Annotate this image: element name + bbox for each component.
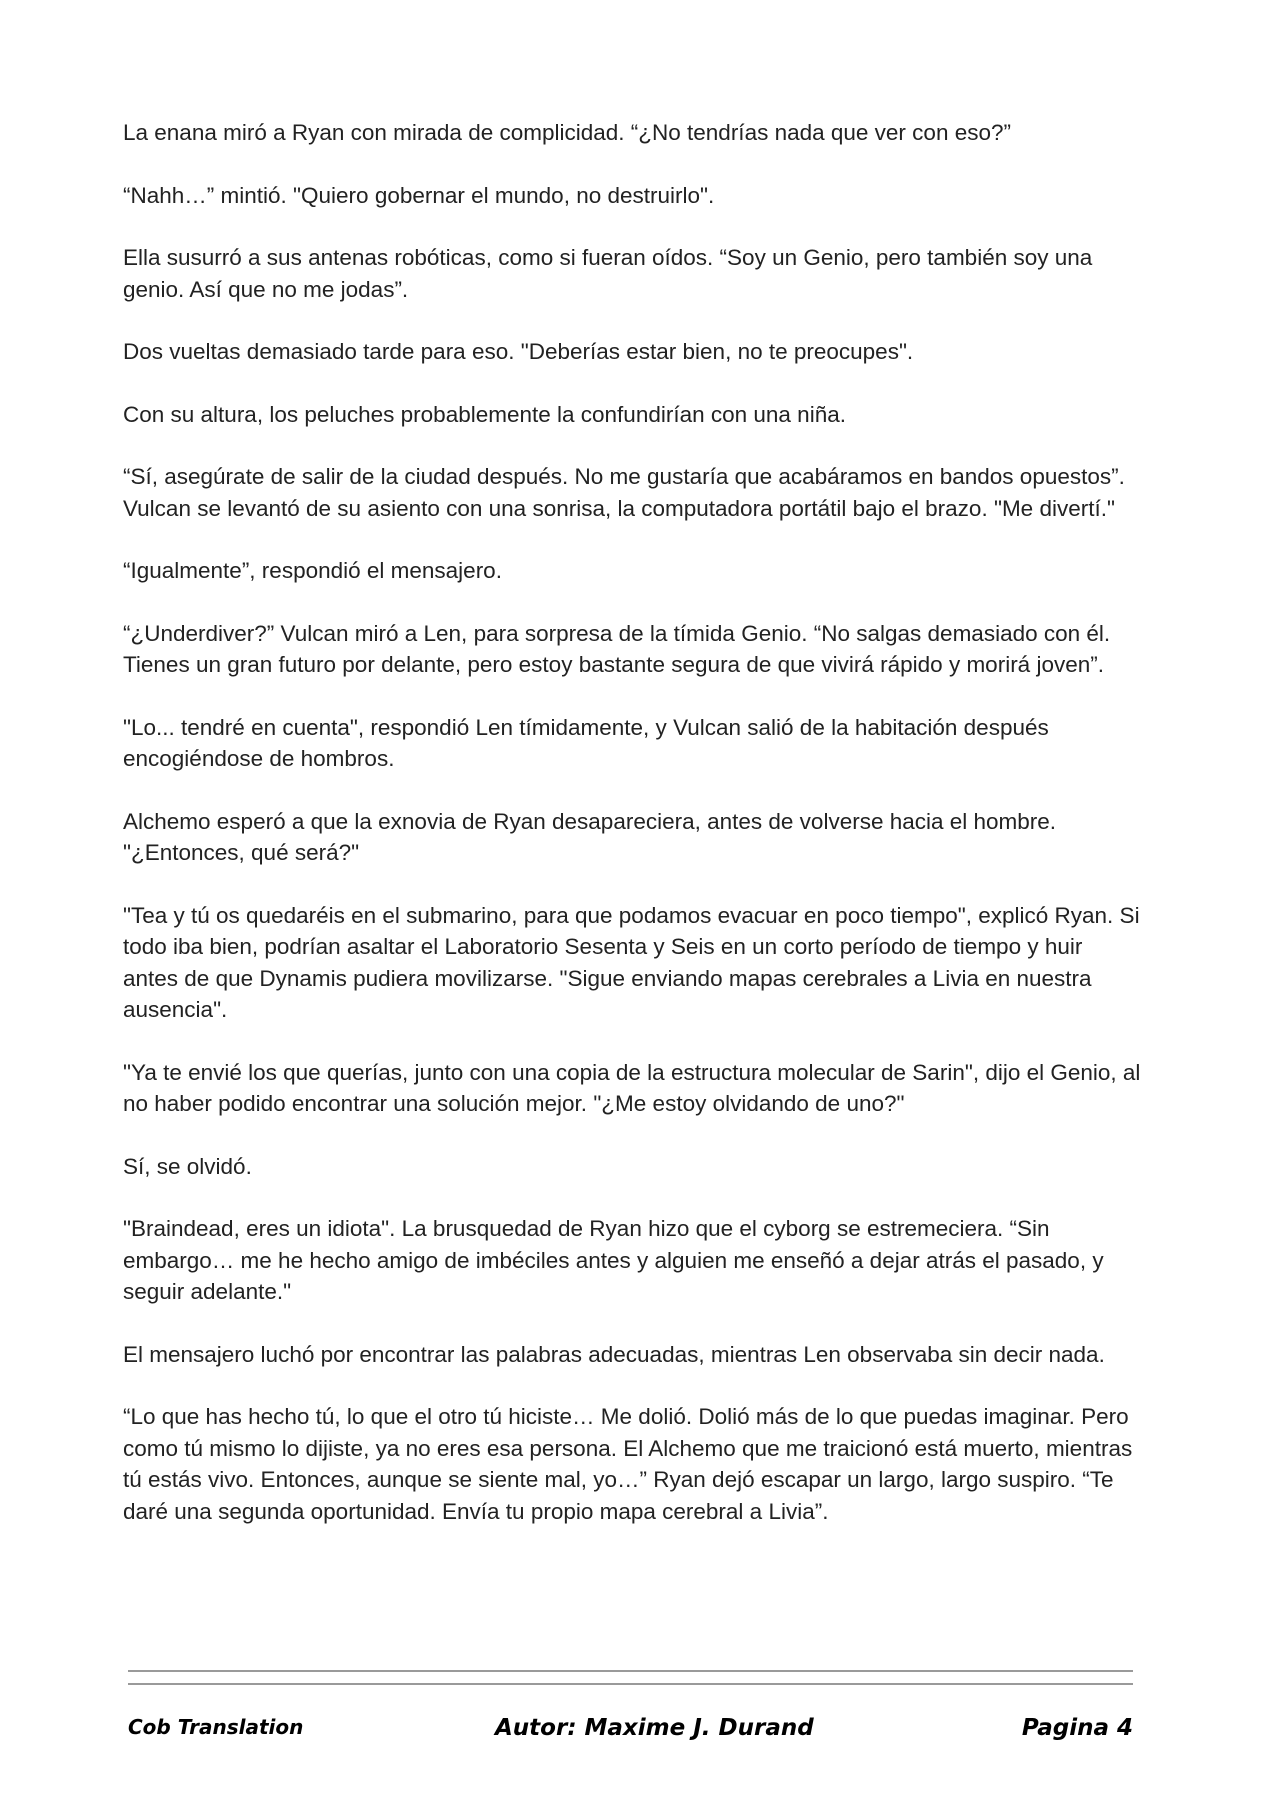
footer-rule-bottom [128,1683,1133,1685]
footer-divider [128,1670,1133,1696]
footer-translator: Cob Translation [128,1715,304,1739]
paragraph: Alchemo esperó a que la exnovia de Ryan desapareciera, antes de volverse hacia el hombre. "¿Entonces, qué será?" [123,808,1057,865]
paragraph: “Nahh…” mintió. "Quiero gobernar el mundo, no destruirlo". [123,182,715,208]
paragraph: Ella susurró a sus antenas robóticas, como si fueran oídos. “Soy un Genio, pero también soy una genio. Así que no me jodas”. [123,245,1093,302]
document-body [123,117,1143,1558]
paragraph: “¿Underdiver?” Vulcan miró a Len, para sorpresa de la tímida Genio. “No salgas demasiado con él. Tienes un gran futuro por delante, pero estoy bastante segura de que vivirá rápido y morirá joven”. [123,620,1111,677]
paragraph: El mensajero luchó por encontrar las palabras adecuadas, mientras Len observaba sin decir nada. [123,1341,1105,1367]
paragraph: Dos vueltas demasiado tarde para eso. "Deberías estar bien, no te preocupes". [123,339,914,364]
paragraph: Sí, se olvidó. [123,1153,252,1179]
paragraph: "Braindead, eres un idiota". La brusquedad de Ryan hizo que el cyborg se estremeciera. “Sin embargo… me he hecho amigo de imbéciles antes y alguien me enseñó a dejar atrás el pasado, y seguir adelante." [123,1216,1104,1304]
paragraph: "Lo... tendré en cuenta", respondió Len tímidamente, y Vulcan salió de la habitación después encogiéndose de hombros. [123,714,1049,771]
page-footer [128,1715,1133,1751]
paragraph: Con su altura, los peluches probablemente la confundirían con una niña. [123,401,846,427]
paragraph: “Lo que has hecho tú, lo que el otro tú hiciste… Me dolió. Dolió más de lo que puedas imaginar. Pero como tú mismo lo dijiste, ya no eres esa persona. El Alchemo que me traicionó está muerto, mientras tú estás vivo. Entonces, aunque se siente mal, yo…” Ryan dejó escapar un largo, largo suspiro. “Te daré una segunda oportunidad. Envía tu propio mapa cerebral a Livia”. [123,1404,1133,1524]
paragraph: “Igualmente”, respondió el mensajero. [123,558,502,583]
footer-rule-top [128,1670,1133,1672]
paragraph: "Ya te envié los que querías, junto con una copia de la estructura molecular de Sarin", dijo el Genio, al no haber podido encontrar una solución mejor. "¿Me estoy olvidando de uno?" [123,1059,1141,1116]
footer-page-number: Pagina 4 [1021,1715,1133,1741]
paragraph: "Tea y tú os quedaréis en el submarino, para que podamos evacuar en poco tiempo", explicó Ryan. Si todo iba bien, podrían asaltar el Laboratorio Sesenta y Seis en un corto período de tiempo y huir antes de que Dynamis pudiera movilizarse. "Sigue enviando mapas cerebrales a Livia en nuestra ausencia". [123,902,1140,1022]
paragraph: “Sí, asegúrate de salir de la ciudad después. No me gustaría que acabáramos en bandos opuestos”. Vulcan se levantó de su asiento con una sonrisa, la computadora portátil bajo el brazo. "Me divertí." [123,464,1125,521]
paragraph: La enana miró a Ryan con mirada de complicidad. “¿No tendrías nada que ver con eso?” [123,120,1011,145]
footer-author: Autor: Maxime J. Durand [495,1715,814,1741]
